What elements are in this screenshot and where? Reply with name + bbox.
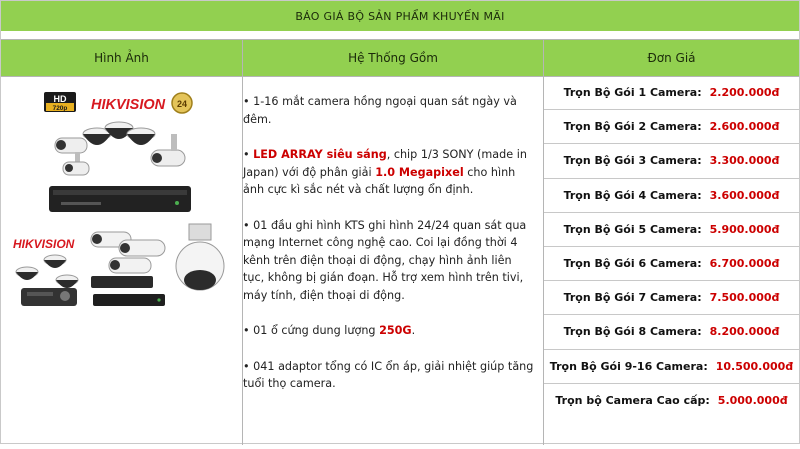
dvr-recorder-icon bbox=[49, 186, 191, 212]
ptz-keyboard-icon bbox=[21, 288, 77, 306]
price-row: Trọn Bộ Gói 7 Camera: 7.500.000đ bbox=[544, 281, 799, 315]
sheet-title: BÁO GIÁ BỘ SẢN PHẨM KHUYẾN MÃI bbox=[1, 1, 799, 31]
nvr-recorder-icon bbox=[91, 276, 165, 306]
hd-badge-icon bbox=[44, 92, 76, 112]
header-image: Hình Ảnh bbox=[94, 51, 149, 65]
feature-item: • LED ARRAY siêu sáng, chip 1/3 SONY (made in Japan) với độ phân giải 1.0 Megapixel cho hình ảnh cực kì sắc nét và chất lượng ổn định. bbox=[243, 148, 527, 196]
header-row bbox=[1, 39, 799, 77]
price-row: Trọn Bộ Gói 2 Camera: 2.600.000đ bbox=[544, 110, 799, 144]
feature-item: • 1-16 mắt camera hồng ngoại quan sát ngày và đêm. bbox=[243, 95, 517, 126]
warranty-seal-icon bbox=[172, 93, 192, 113]
price-row: Trọn Bộ Gói 8 Camera: 8.200.000đ bbox=[544, 315, 799, 349]
hikvision-logo: HIKVISION bbox=[91, 97, 166, 113]
price-row: Trọn bộ Camera Cao cấp: 5.000.000đ bbox=[555, 393, 788, 407]
system-description bbox=[243, 93, 535, 411]
price-row: Trọn Bộ Gói 3 Camera: 3.300.000đ bbox=[544, 144, 799, 178]
price-row: Trọn Bộ Gói 4 Camera: 3.600.000đ bbox=[544, 179, 799, 213]
bullet-camera-icon bbox=[119, 240, 165, 256]
price-list bbox=[544, 76, 799, 417]
svg-text:HD: HD bbox=[53, 94, 67, 104]
feature-item: • 01 đầu ghi hình KTS ghi hình 24/24 quan sát qua mạng Internet công nghệ cao. Coi lại đồng thời 4 kênh trên điện thoại di động, chạy hình ảnh liên tục, không bị gián đoạn. Hỗ trợ xem hình trên tivi, máy tính, điện thoại di động. bbox=[243, 218, 527, 302]
price-row: Trọn Bộ Gói 6 Camera: 6.700.000đ bbox=[544, 247, 799, 281]
dome-camera-icon bbox=[16, 267, 38, 280]
svg-text:24: 24 bbox=[176, 99, 188, 109]
ptz-camera-icon bbox=[176, 224, 224, 290]
header-price: Đơn Giá bbox=[647, 51, 696, 65]
price-row: Trọn Bộ Gói 1 Camera: 2.200.000đ bbox=[544, 76, 799, 110]
hikvision-logo: HIKVISION bbox=[13, 237, 75, 251]
product-image-panel bbox=[1, 76, 241, 445]
price-row: Trọn Bộ Gói 5 Camera: 5.900.000đ bbox=[544, 213, 799, 247]
bullet-camera-icon bbox=[55, 138, 87, 164]
bullet-camera-icon bbox=[63, 162, 89, 175]
dome-camera-icon bbox=[56, 275, 78, 288]
bullet-camera-icon bbox=[151, 134, 185, 166]
dome-camera-icon bbox=[44, 255, 66, 268]
feature-item: • 01 ổ cứng dung lượng 250G. bbox=[243, 324, 416, 337]
cctv-product-illustration bbox=[1, 76, 241, 445]
feature-item: • 041 adaptor tổng có IC ổn áp, giải nhiệt giúp tăng tuổi thọ camera. bbox=[243, 359, 534, 390]
dome-camera-icon bbox=[127, 128, 155, 145]
svg-text:720p: 720p bbox=[52, 105, 68, 112]
bullet-camera-icon bbox=[109, 258, 151, 273]
price-row: Trọn Bộ Gói 9-16 Camera: 10.500.000đ bbox=[544, 350, 799, 384]
header-system: Hệ Thống Gồm bbox=[348, 51, 438, 65]
